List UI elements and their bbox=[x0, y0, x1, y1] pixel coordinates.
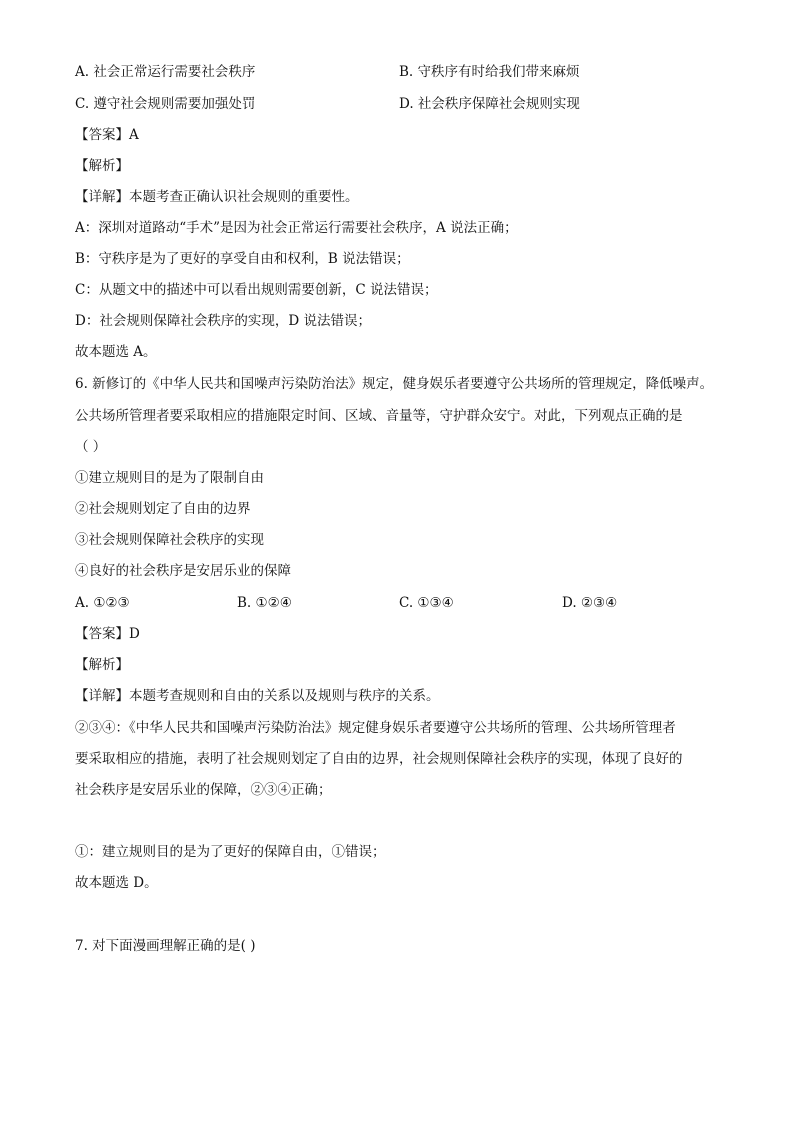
q6-option-a: A. ①②③ bbox=[75, 595, 130, 611]
q6-statement-1: ①建立规则目的是为了限制自由 bbox=[75, 470, 264, 486]
q6-conclusion: 故本题选 D。 bbox=[75, 875, 158, 891]
q6-option-c: C. ①③④ bbox=[399, 595, 454, 611]
q5-analysis-label: 【解析】 bbox=[75, 158, 129, 174]
q5-explain-d: D：社会规则保障社会秩序的实现，D 说法错误； bbox=[75, 313, 371, 329]
q5-option-a: A. 社会正常运行需要社会秩序 bbox=[75, 64, 256, 80]
q5-option-b: B. 守秩序有时给我们带来麻烦 bbox=[399, 64, 580, 80]
q5-conclusion: 故本题选 A。 bbox=[75, 344, 157, 360]
q6-detail: 【详解】本题考查规则和自由的关系以及规则与秩序的关系。 bbox=[75, 688, 440, 704]
q6-explain-line3: 社会秩序是安居乐业的保障，②③④正确； bbox=[75, 782, 332, 798]
q6-statement-2: ②社会规则划定了自由的边界 bbox=[75, 501, 251, 517]
q5-explain-b: B：守秩序是为了更好的享受自由和权利，B 说法错误； bbox=[75, 251, 410, 267]
q5-explain-c: C：从题文中的描述中可以看出规则需要创新，C 说法错误； bbox=[75, 282, 438, 298]
q6-answer: 【答案】D bbox=[75, 626, 140, 642]
q5-detail: 【详解】本题考查正确认识社会规则的重要性。 bbox=[75, 189, 359, 205]
q6-explain-wrong: ①：建立规则目的是为了更好的保障自由，①错误； bbox=[75, 844, 386, 860]
q6-explain-line1: ②③④：《中华人民共和国噪声污染防治法》规定健身娱乐者要遵守公共场所的管理、公共场所管理者 bbox=[75, 720, 676, 736]
q6-stem-line1: 6. 新修订的《中华人民共和国噪声污染防治法》规定，健身娱乐者要遵守公共场所的管理规定，降低噪声。 bbox=[75, 376, 714, 392]
q6-analysis-label: 【解析】 bbox=[75, 657, 129, 673]
q6-option-d: D. ②③④ bbox=[562, 595, 618, 611]
q6-explain-line2: 要采取相应的措施，表明了社会规则划定了自由的边界，社会规则保障社会秩序的实现，体现了良好的 bbox=[75, 751, 683, 767]
q5-explain-a: A：深圳对道路动“手术”是因为社会正常运行需要社会秩序，A 说法正确； bbox=[75, 220, 518, 236]
q6-stem-line2: 公共场所管理者要采取相应的措施限定时间、区域、音量等，守护群众安宁。对此，下列观点正确的是 bbox=[75, 408, 683, 424]
q6-option-b: B. ①②④ bbox=[237, 595, 292, 611]
q7-stem: 7. 对下面漫画理解正确的是( ) bbox=[75, 938, 256, 954]
q6-statement-4: ④良好的社会秩序是安居乐业的保障 bbox=[75, 563, 291, 579]
q6-stem-line3: （ ） bbox=[75, 439, 107, 455]
q5-option-d: D. 社会秩序保障社会规则实现 bbox=[399, 96, 580, 112]
q5-option-c: C. 遵守社会规则需要加强处罚 bbox=[75, 96, 256, 112]
q5-answer: 【答案】A bbox=[75, 127, 139, 143]
q6-statement-3: ③社会规则保障社会秩序的实现 bbox=[75, 532, 264, 548]
